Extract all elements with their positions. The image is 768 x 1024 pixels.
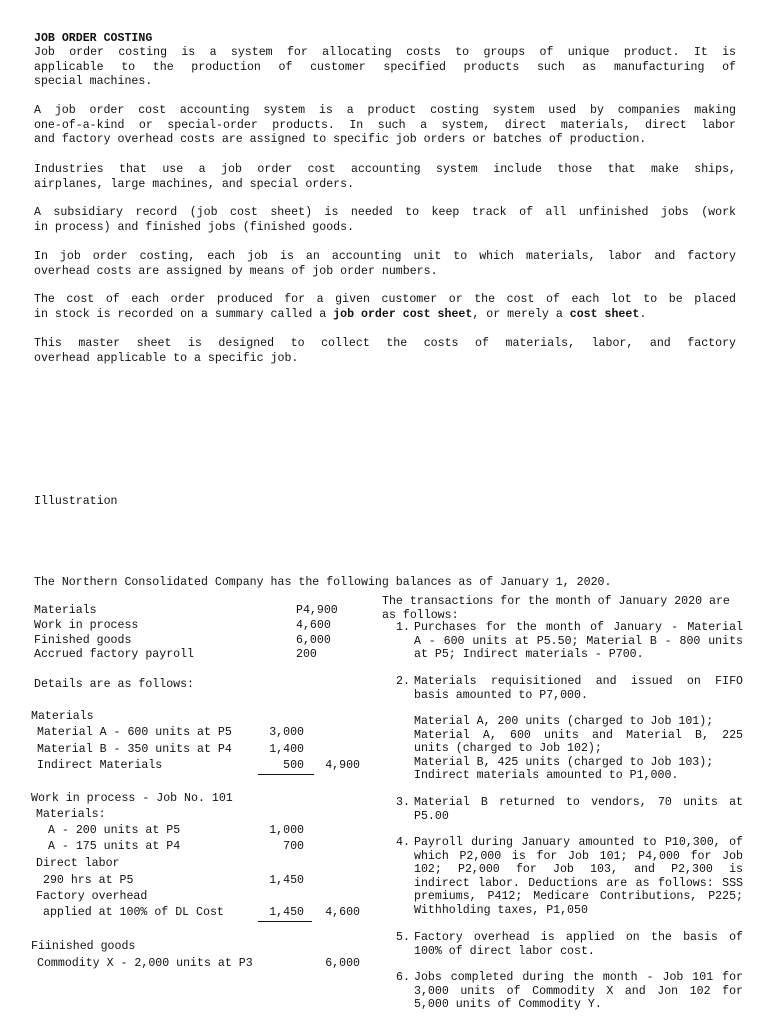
detail-label: Material B - 350 units at P4 bbox=[37, 743, 232, 756]
balance-value: P4,900 bbox=[296, 604, 338, 617]
balance-label: Accrued factory payroll bbox=[34, 648, 195, 661]
paragraph-industries bbox=[34, 163, 736, 192]
detail-total: 4,900 bbox=[325, 759, 360, 772]
transaction-detail-line: units (charged to Job 102); bbox=[414, 742, 602, 755]
finished-goods-heading: Fiinished goods bbox=[31, 940, 136, 953]
balance-value: 200 bbox=[296, 648, 317, 661]
transaction-line: at P5; Indirect materials - P700. bbox=[414, 648, 644, 661]
transaction-line: Jobs completed during the month - Job 101 for bbox=[414, 971, 743, 984]
paragraph-line: Industries that use a job order cost accounting system include those that make ships, bbox=[34, 163, 736, 176]
transaction-line: 100% of direct labor cost. bbox=[414, 944, 595, 958]
transaction-line: Payroll during January amounted to P10,300, of bbox=[414, 836, 743, 849]
paragraph-subsidiary-record bbox=[34, 206, 736, 235]
transaction-line: which P2,000 is for Job 101; P4,000 for Job bbox=[414, 849, 743, 863]
balance-value: 6,000 bbox=[296, 634, 331, 647]
intro-paragraph bbox=[34, 46, 736, 90]
paragraph-line: The cost of each order produced for a given customer or the cost of each lot to be placed bbox=[34, 293, 736, 306]
text-segment: , or merely a bbox=[472, 307, 570, 321]
paragraph-cost-sheet bbox=[34, 293, 736, 322]
detail-total: 6,000 bbox=[325, 957, 360, 970]
balance-value: 4,600 bbox=[296, 619, 331, 632]
detail-amount: 1,400 bbox=[269, 743, 304, 756]
transaction-number: 6. bbox=[396, 971, 410, 984]
transaction-line: Withholding taxes, P1,050 bbox=[414, 903, 588, 917]
paragraph-accounting-unit bbox=[34, 250, 736, 279]
direct-labor-label: Direct labor bbox=[36, 857, 120, 870]
transaction-line: Purchases for the month of January - Material bbox=[414, 621, 743, 634]
transaction-detail-line: Material A, 600 units and Material B, 225 bbox=[414, 728, 743, 742]
detail-label: A - 200 units at P5 bbox=[48, 824, 181, 837]
detail-amount-value: 1,450 bbox=[269, 906, 304, 919]
document-title: JOB ORDER COSTING bbox=[34, 32, 153, 45]
paragraph-line: In job order costing, each job is an accounting unit to which materials, labor and factory bbox=[34, 250, 736, 263]
transactions-intro-line: The transactions for the month of January 2020 are bbox=[382, 595, 730, 608]
detail-amount bbox=[258, 759, 314, 775]
paragraph-cost-system bbox=[34, 104, 736, 148]
transaction-number: 1. bbox=[396, 621, 410, 634]
detail-amount: 1,450 bbox=[269, 874, 304, 887]
balance-label: Work in process bbox=[34, 619, 139, 632]
transaction-item bbox=[382, 836, 743, 917]
detail-amount: 1,000 bbox=[269, 824, 304, 837]
detail-amount: 700 bbox=[283, 840, 304, 853]
bold-term-job-order-cost-sheet: job order cost sheet bbox=[333, 307, 473, 321]
balance-label: Materials bbox=[34, 604, 97, 617]
details-heading: Details are as follows: bbox=[34, 678, 195, 691]
wip-materials-label: Materials: bbox=[36, 808, 106, 821]
transaction-line: Material B returned to vendors, 70 units at bbox=[414, 796, 743, 809]
transaction-line: A - 600 units at P5.50; Material B - 800 units bbox=[414, 634, 743, 648]
transaction-number: 3. bbox=[396, 796, 410, 809]
transaction-line: 5,000 units of Commodity Y. bbox=[414, 998, 602, 1011]
text-segment: . bbox=[639, 307, 647, 321]
transaction-item bbox=[382, 621, 743, 662]
detail-label: Commodity X - 2,000 units at P3 bbox=[37, 957, 253, 970]
paragraph-line: A subsidiary record (job cost sheet) is needed to keep track of all unfinished jobs (work bbox=[34, 206, 736, 219]
transaction-detail-line: Indirect materials amounted to P1,000. bbox=[414, 769, 679, 782]
paragraph-line: overhead costs are assigned by means of job order numbers. bbox=[34, 264, 438, 278]
transactions-intro bbox=[382, 595, 743, 622]
transaction-line: Factory overhead is applied on the basis of bbox=[414, 931, 743, 944]
detail-amount-value: 500 bbox=[283, 759, 304, 772]
transaction-line: premiums, P412; Medicare Contributions, P225; bbox=[414, 890, 743, 903]
text-segment: in stock is recorded on a summary called a bbox=[34, 307, 334, 321]
intro-line: special machines. bbox=[34, 75, 153, 88]
transaction-number: 2. bbox=[396, 675, 410, 688]
transaction-line: basis amounted to P7,000. bbox=[414, 688, 588, 702]
transaction-line: 3,000 units of Commodity X and Jon 102 for bbox=[414, 984, 743, 998]
detail-amount: 3,000 bbox=[269, 726, 304, 739]
intro-line: applicable to the production of customer specified products such as manufacturing of bbox=[34, 60, 736, 74]
detail-amount bbox=[258, 906, 312, 922]
detail-label: Material A - 600 units at P5 bbox=[37, 726, 232, 739]
transaction-detail-line: Material A, 200 units (charged to Job 101); bbox=[414, 715, 714, 728]
paragraph-line bbox=[34, 308, 736, 323]
paragraph-line: in process) and finished jobs (finished goods. bbox=[34, 220, 355, 234]
paragraph-line: airplanes, large machines, and special orders. bbox=[34, 177, 355, 191]
materials-heading: Materials bbox=[31, 710, 94, 723]
paragraph-master-sheet bbox=[34, 337, 736, 366]
paragraph-line: This master sheet is designed to collect the costs of materials, labor, and factory bbox=[34, 337, 736, 350]
wip-heading: Work in process - Job No. 101 bbox=[31, 792, 233, 805]
balance-label: Finished goods bbox=[34, 634, 132, 647]
transaction-number: 4. bbox=[396, 836, 410, 849]
paragraph-line: A job order cost accounting system is a product costing system used by companies making bbox=[34, 104, 736, 117]
transaction-item bbox=[382, 796, 743, 823]
transaction-number: 5. bbox=[396, 931, 410, 944]
factory-overhead-label: Factory overhead bbox=[36, 890, 148, 903]
transactions-intro-line: as follows: bbox=[382, 608, 459, 622]
transaction-line: P5.00 bbox=[414, 809, 449, 823]
company-balances-line: The Northern Consolidated Company has the following balances as of January 1, 2020. bbox=[34, 576, 612, 589]
transaction-item-details bbox=[382, 715, 743, 783]
paragraph-line: overhead applicable to a specific job. bbox=[34, 351, 299, 365]
detail-label: Indirect Materials bbox=[37, 759, 163, 772]
illustration-heading: Illustration bbox=[34, 495, 118, 508]
detail-label: A - 175 units at P4 bbox=[48, 840, 181, 853]
detail-label: applied at 100% of DL Cost bbox=[43, 906, 224, 919]
transaction-line: Materials requisitioned and issued on FIFO bbox=[414, 675, 743, 688]
detail-total: 4,600 bbox=[325, 906, 360, 919]
transaction-item bbox=[382, 971, 743, 1012]
intro-line: Job order costing is a system for allocating costs to groups of unique product. It is bbox=[34, 46, 736, 59]
transaction-item bbox=[382, 675, 743, 702]
paragraph-line: and factory overhead costs are assigned to specific job orders or batches of production. bbox=[34, 133, 647, 146]
paragraph-line: one-of-a-kind or special-order products. In such a system, direct materials, direct labor bbox=[34, 118, 736, 132]
transaction-item bbox=[382, 931, 743, 958]
bold-term-cost-sheet: cost sheet bbox=[569, 307, 640, 321]
transaction-line: indirect labor. Deductions are as follows: SSS bbox=[414, 876, 743, 890]
detail-label: 290 hrs at P5 bbox=[43, 874, 134, 887]
transaction-detail-line: Material B, 425 units (charged to Job 103); bbox=[414, 755, 714, 769]
transaction-line: 102; P2,000 for Job 103, and P2,300 is bbox=[414, 863, 743, 876]
